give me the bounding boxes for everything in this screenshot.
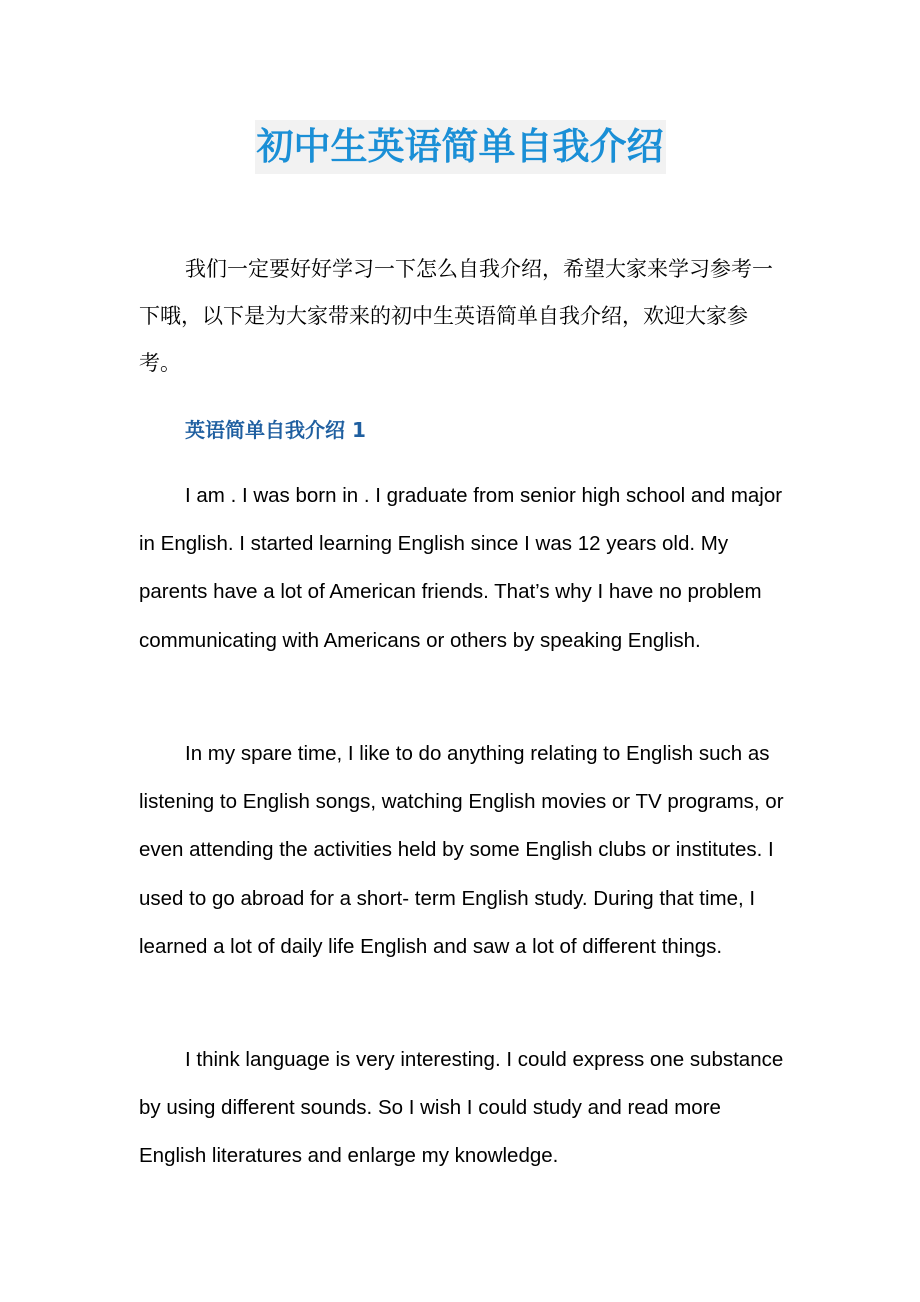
section-heading: 英语简单自我介绍 1	[185, 418, 366, 442]
intro-paragraph: 我们一定要好好学习一下怎么自我介绍，希望大家来学习参考一下哦，以下是为大家带来的初中生英语简单自我介绍，欢迎大家参考。	[139, 257, 773, 375]
title-container	[0, 120, 920, 174]
document-title: 初中生英语简单自我介绍	[255, 120, 666, 174]
body-paragraph-3: I think language is very interesting. I could express one substance by using different sounds. So I wish I could study and read more English literatures and enlarge my knowledge.	[139, 1048, 784, 1168]
body-paragraph-2: In my spare time, I like to do anything relating to English such as listening to English songs, watching English movies or TV programs, or even attending the activities held by some English clubs or institutes. I used to go abroad for a short- term English study. During that time, I learned a lot of daily life English and saw a lot of different things.	[139, 742, 784, 958]
body-paragraph-1: I am . I was born in . I graduate from senior high school and major in English. I started learning English since I was 12 years old. My parents have a lot of American friends. That’s why I have no problem communicating with Americans or others by speaking English.	[139, 484, 783, 652]
